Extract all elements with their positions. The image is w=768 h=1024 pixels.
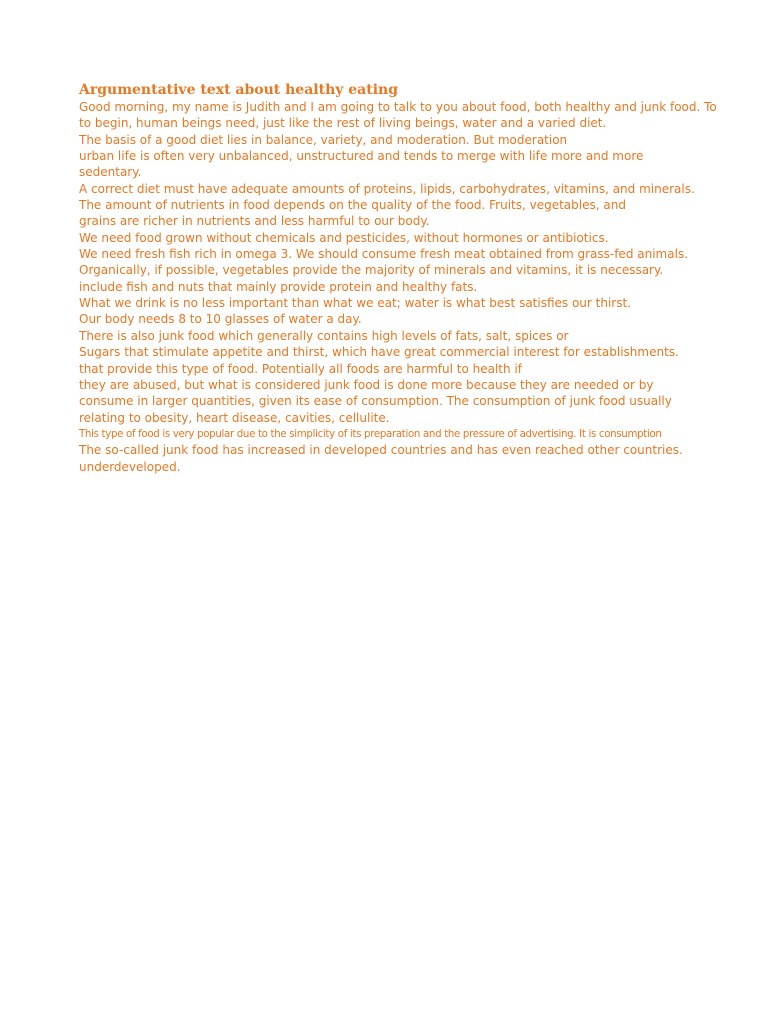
- text-line: Our body needs 8 to 10 glasses of water a day.: [79, 312, 362, 327]
- text-line: The amount of nutrients in food depends on the quality of the food. Fruits, vegetables, and: [79, 198, 626, 213]
- text-line: A correct diet must have adequate amounts of proteins, lipids, carbohydrates, vitamins, and minerals.: [79, 181, 695, 196]
- text-line: What we drink is no less important than what we eat; water is what best satisfies our thirst.: [79, 296, 632, 311]
- text-line: Sugars that stimulate appetite and thirst, which have great commercial interest for establishments.: [79, 345, 679, 360]
- text-line: urban life is often very unbalanced, unstructured and tends to merge with life more and more: [79, 149, 644, 164]
- text-line: This type of food is very popular due to the simplicity of its preparation and the pressure of advertising. It is consumption: [79, 426, 662, 440]
- text-line: include fish and nuts that mainly provide protein and healthy fats.: [79, 279, 478, 294]
- text-line: underdeveloped.: [79, 459, 181, 474]
- text-line: Good morning, my name is Judith and I am going to talk to you about food, both healthy and junk food. To: [79, 100, 717, 114]
- text-line: Organically, if possible, vegetables provide the majority of minerals and vitamins, it is necessary.: [79, 263, 664, 278]
- text-line: There is also junk food which generally contains high levels of fats, salt, spices or: [79, 328, 569, 343]
- text-line: The so-called junk food has increased in developed countries and has even reached other countries.: [79, 443, 683, 458]
- text-line: to begin, human beings need, just like the rest of living beings, water and a varied diet.: [79, 116, 607, 131]
- text-line: consume in larger quantities, given its ease of consumption. The consumption of junk food usually: [79, 394, 672, 409]
- text-line: sedentary.: [79, 165, 142, 180]
- text-line: they are abused, but what is considered junk food is done more because they are needed or by: [79, 377, 654, 392]
- document-page: [79, 81, 717, 475]
- text-line: We need food grown without chemicals and pesticides, without hormones or antibiotics.: [79, 230, 609, 245]
- text-line: We need fresh fish rich in omega 3. We should consume fresh meat obtained from grass-fed animals.: [79, 247, 688, 262]
- text-line: relating to obesity, heart disease, cavities, cellulite.: [79, 410, 390, 425]
- text-line: that provide this type of food. Potentially all foods are harmful to health if: [79, 361, 522, 376]
- text-line: grains are richer in nutrients and less harmful to our body.: [79, 214, 430, 229]
- text-line: The basis of a good diet lies in balance, variety, and moderation. But moderation: [79, 132, 568, 147]
- document-title: Argumentative text about healthy eating: [79, 82, 398, 98]
